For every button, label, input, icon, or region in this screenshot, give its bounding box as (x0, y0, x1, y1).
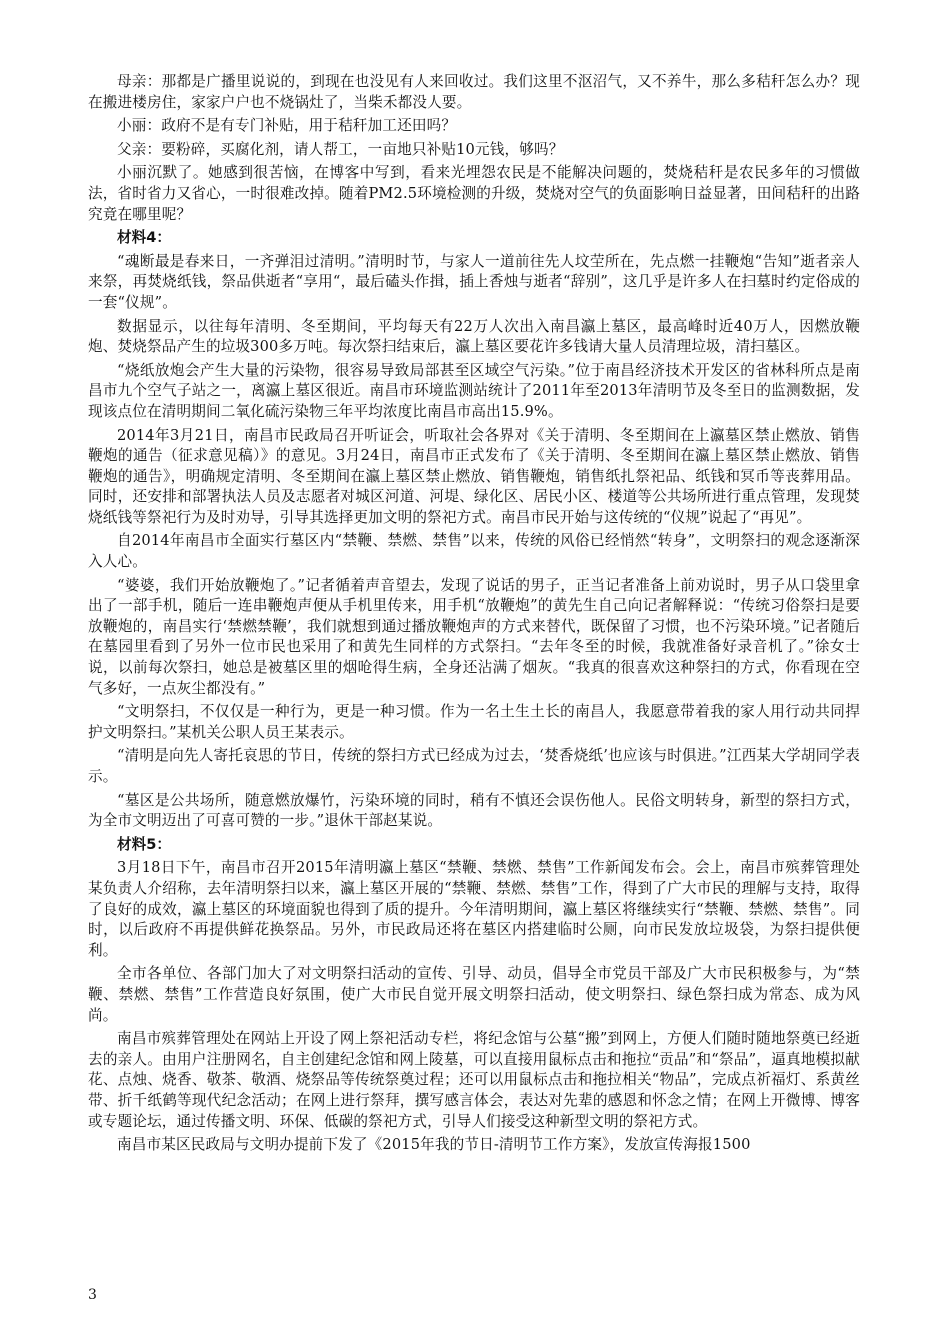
document-body (88, 72, 860, 1159)
paragraph: 3月18日下午，南昌市召开2015年清明瀛上墓区“禁鞭、禁燃、禁售”工作新闻发布会。会上，南昌市殡葬管理处某负责人介绍称，去年清明祭扫以来，瀛上墓区开展的“禁鞭、禁燃、禁售”工作，得到了广大市民的理解与支持，取得了良好的成效，瀛上墓区的环境面貌也得到了质的提升。今年清明期间，瀛上墓区将继续实行“禁鞭、禁燃、禁售”。同时，以后政府不再提供鲜花换祭品。另外，市民政局还将在墓区内搭建临时公厕，向市民发放垃圾袋，为祭扫提供便利。 (88, 859, 860, 959)
paragraph: 小丽沉默了。她感到很苦恼，在博客中写到，看来光埋怨农民是不能解决问题的，焚烧秸秆是农民多年的习惯做法，省时省力又省心，一时很难改掉。随着PM2.5环境检测的升级，焚烧对空气的负面影响日益显著，田间秸秆的出路究竟在哪里呢？ (88, 164, 860, 223)
paragraph: “文明祭扫，不仅仅是一种行为，更是一种习惯。作为一名土生土长的南昌人，我愿意带着我的家人用行动共同捍护文明祭扫。”某机关公职人员王某表示。 (88, 703, 860, 741)
paragraph: “清明是向先人寄托哀思的节日，传统的祭扫方式已经成为过去，‘焚香烧纸’也应该与时俱进。”江西某大学胡同学表示。 (88, 747, 860, 785)
section-heading: 材料4： (117, 229, 171, 247)
paragraph: 自2014年南昌市全面实行墓区内“禁鞭、禁燃、禁售”以来，传统的风俗已经悄然“转身”，文明祭扫的观念逐渐深入人心。 (88, 532, 860, 571)
paragraph: 2014年3月21日，南昌市民政局召开听证会，听取社会各界对《关于清明、冬至期间在上瀛墓区禁止燃放、销售鞭炮的通告（征求意见稿）》的意见。3月24日，南昌市正式发布了《关于清明、冬至期间在瀛上墓区禁止燃放、销售鞭炮的通告》，明确规定清明、冬至期间在瀛上墓区禁止燃放、销售鞭炮，销售纸扎祭祀品、纸钱和冥币等丧葬用品。同时，还安排和部署执法人员及志愿者对城区河道、河堤、绿化区、居民小区、楼道等公共场所进行重点管理，发现焚烧纸钱等祭祀行为及时劝导，引导其选择更加文明的祭祀方式。南昌市民开始与这传统的“仪规”说起了“再见”。 (88, 426, 860, 526)
paragraph: 父亲：要粉碎，买腐化剂，请人帮工，一亩地只补贴10元钱，够吗？ (117, 140, 564, 158)
paragraph: “墓区是公共场所，随意燃放爆竹，污染环境的同时，稍有不慎还会误伤他人。民俗文明转身，新型的祭扫方式，为全市文明迈出了可喜可赞的一步。”退休干部赵某说。 (88, 791, 860, 830)
paragraph: “烧纸放炮会产生大量的污染物，很容易导致局部甚至区域空气污染。”位于南昌经济技术开发区的省林科所点是南昌市九个空气子站之一，离瀛上墓区很近。南昌市环境监测站统计了2011年至2013年清明节及冬至日的监测数据，发现该点位在清明期间二氧化硫污染物三年平均浓度比南昌市高出15.9%。 (88, 361, 860, 420)
paragraph: 母亲：那都是广播里说说的，到现在也没见有人来回收过。我们这里不沤沼气，又不养牛，那么多秸秆怎么办？现在搬进楼房住，家家户户也不烧锅灶了，当柴禾都没人要。 (88, 73, 860, 111)
paragraph: “婆婆，我们开始放鞭炮了。”记者循着声音望去，发现了说话的男子，正当记者准备上前劝说时，男子从口袋里拿出了一部手机，随后一连串鞭炮声便从手机里传来，用手机“放鞭炮”的黄先生自己向记者解释说：“传统习俗祭扫是要放鞭炮的，南昌实行‘禁燃禁鞭’，我们就想到通过播放鞭炮声的方式来替代，既保留了习惯，也不污染环境。”记者随后在墓园里看到了另外一位市民也采用了和黄先生同样的方式祭扫。“去年冬至的时候，我就准备好录音机了。”徐女士说，以前每次祭扫，她总是被墓区里的烟呛得生病，全身还沾满了烟灰。“我真的很喜欢这种祭扫的方式，你看现在空气多好，一点灰尘都没有。” (88, 576, 860, 697)
section-heading: 材料5： (117, 835, 171, 853)
paragraph: 数据显示，以往每年清明、冬至期间，平均每天有22万人次出入南昌瀛上墓区，最高峰时近40万人，因燃放鞭炮、焚烧祭品产生的垃圾300多万吨。每次祭扫结束后，瀛上墓区要花许多钱请大量人员清理垃圾，清扫墓区。 (88, 317, 860, 356)
paragraph: 南昌市某区民政局与文明办提前下发了《2015年我的节日-清明节工作方案》，发放宣传海报1500 (117, 1136, 751, 1154)
paragraph: “魂断最是春来日，一齐弹泪过清明。”清明时节，与家人一道前往先人坟茔所在，先点燃一挂鞭炮“告知”逝者亲人来祭，再焚烧纸钱，祭品供逝者“享用“，最后磕头作揖，插上香烛与逝者“辞别”，这几乎是许多人在扫墓时约定俗成的一套“仪规”。 (88, 252, 860, 311)
paragraph: 全市各单位、各部门加大了对文明祭扫活动的宣传、引导、动员，倡导全市党员干部及广大市民积极参与，为“禁鞭、禁燃、禁售”工作营造良好氛围，使广大市民自觉开展文明祭扫活动，使文明祭扫、绿色祭扫成为常态、成为风尚。 (88, 965, 860, 1024)
paragraph: 小丽：政府不是有专门补贴，用于秸秆加工还田吗？ (117, 117, 457, 135)
paragraph: 南昌市殡葬管理处在网站上开设了网上祭祀活动专栏，将纪念馆与公墓“搬”到网上，方便人们随时随地祭奠已经逝去的亲人。由用户注册网名，自主创建纪念馆和网上陵墓，可以直接用鼠标点击和拖拉“贡品”和“祭品”，逼真地模拟献花、点烛、烧香、敬茶、敬酒、烧祭品等传统祭奠过程；还可以用鼠标点击和拖拉相关“物品”，完成点祈福灯、系黄丝带、折千纸鹤等现代纪念活动；在网上进行祭拜，撰写感言体会，表达对先辈的感恩和怀念之情；在网上开微博、博客或专题论坛，通过传播文明、环保、低碳的祭祀方式，引导人们接受这种新型文明的祭祀方式。 (88, 1030, 860, 1130)
page-number: 3 (88, 1287, 97, 1303)
